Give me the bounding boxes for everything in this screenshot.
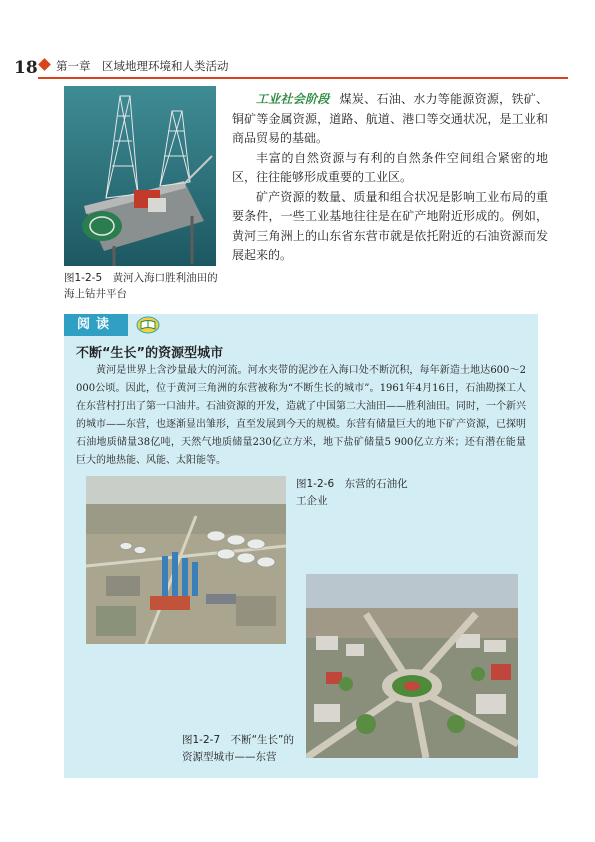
city-roundabout-photo: [306, 574, 518, 758]
petrochemical-plant-photo: [86, 476, 286, 644]
figure-caption: 图1-2-5 黄河入海口胜利油田的海上钻井平台: [64, 272, 218, 300]
book-icon: [136, 316, 160, 334]
paragraph-text: 煤炭、石油、水力等能源资源，铁矿、铜矿等金属资源，道路、航道、港口等交通状况，是工业和商品贸易的基础。: [232, 92, 548, 145]
body-text: [232, 90, 548, 266]
section-heading: 工业社会阶段: [256, 92, 330, 106]
paragraph: [232, 90, 548, 149]
figure-caption: 图1-2-6 东营的石油化工企业: [296, 478, 408, 507]
reading-title: 不断“生长”的资源型城市: [76, 346, 224, 361]
reading-tab: 阅读: [64, 314, 128, 336]
figure-caption: 图1-2-7 不断“生长”的资源型城市——东营: [182, 734, 294, 763]
chapter-title: 第一章 区域地理环境和人类活动: [56, 59, 229, 73]
reading-paragraph: 黄河是世界上含沙量最大的河流。河水夹带的泥沙在入海口处不断沉积，每年新造土地达600～2 000公顷。因此，位于黄河三角洲的东营被称为“不断生长的城市”。1961年4月16日，石油勘探工人在东营村打出了第一口油井。石油资源的开发，造就了中国第二大油田——胜利油田。同时，一个新兴的城市——东营，也逐渐显出雏形，直至发展到今天的规模。东营有储量巨大的地下矿产资源，已探明石油地质储量38亿吨，天然气地质储量230亿立方米，地下盐矿储量5 900亿立方米；还有潜在能量巨大的地热能、风能、太阳能等。: [76, 365, 526, 466]
paragraph: 矿产资源的数量、质量和组合状况是影响工业布局的重要条件，一些工业基地往往是在矿产地附近形成的。例如，黄河三角洲上的山东省东营市就是依托附近的石油资源而发展起来的。: [232, 189, 548, 262]
paragraph: 丰富的自然资源与有利的自然条件空间组合紧密的地区，往往能够形成重要的工业区。: [232, 150, 548, 184]
page-number: 18: [14, 58, 38, 78]
diamond-icon: [38, 58, 51, 71]
offshore-rig-photo: [64, 86, 216, 266]
header-divider: [38, 77, 568, 79]
